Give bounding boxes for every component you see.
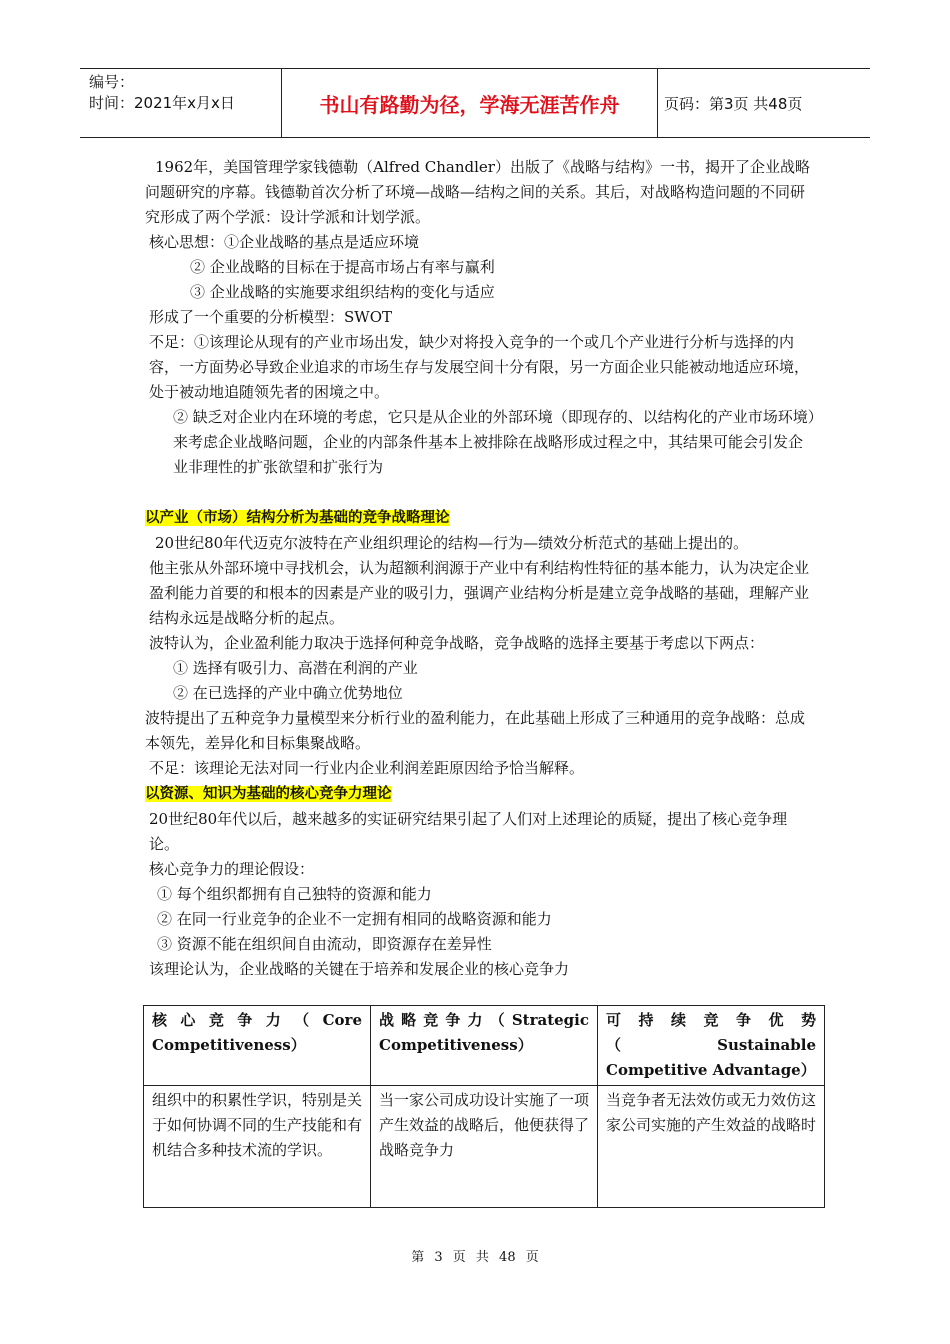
paragraph-porter-view: 波特认为，企业盈利能力取决于选择何种竞争战略，竞争战略的选择主要基于考虑以下两点： [149,634,765,652]
header-meta [80,69,282,137]
paragraph-conclusion: 该理论认为，企业战略的关键在于培养和发展企业的核心竞争力 [149,960,570,978]
assumption-item-2: ② 在同一行业竞争的企业不一定拥有相同的战略资源和能力 [157,910,552,928]
highlighted-heading-1: 以产业（市场）结构分析为基础的竞争战略理论 [145,510,450,526]
table-header-cell: 可持续竞争优势（Sustainable Competitive Advantage） [598,1006,825,1086]
assumption-item-3: ③ 资源不能在组织间自由流动，即资源存在差异性 [157,935,492,953]
highlighted-heading-2: 以资源、知识为基础的核心竞争力理论 [145,786,392,802]
assumption-title: 核心竞争力的理论假设： [149,860,315,878]
paragraph-core-theory: 20世纪80年代以后，越来越多的实证研究结果引起了人们对上述理论的质疑，提出了核心竞争理论。 [149,810,788,853]
document-body [145,155,817,982]
page-header [80,68,870,138]
porter-point-2: ② 在已选择的产业中确立优势地位 [173,684,403,702]
assumption-item-1: ① 每个组织都拥有自己独特的资源和能力 [157,885,432,903]
table-row [144,1086,825,1208]
paragraph-five-forces: 波特提出了五种竞争力量模型来分析行业的盈利能力，在此基础上形成了三种通用的竞争战略：总成本领先，差异化和目标集聚战略。 [145,709,806,752]
table-cell: 当一家公司成功设计实施了一项产生效益的战略后，他便获得了战略竞争力 [371,1086,598,1208]
header-page-number: 页码：第3页 共48页 [664,94,803,113]
table-header-cell: 核心竞争力（Core Competitiveness） [144,1006,371,1086]
paragraph-chandler: 1962年，美国管理学家钱德勒（Alfred Chandler）出版了《战略与结构》一书，揭开了企业战略问题研究的序幕。钱德勒首次分析了环境—战略—结构之间的关系。其后，对战略构造问题的不同研究形成了两个学派：设计学派和计划学派。 [145,158,810,226]
shortcoming-paragraph-2: ② 缺乏对企业内在环境的考虑，它只是从企业的外部环境（即现存的、以结构化的产业市场环境）来考虑企业战略问题，企业的内部条件基本上被排除在战略形成过程之中，其结果可能会引发企业非理性的扩张欲望和扩张行为 [173,408,816,476]
table-cell: 组织中的积累性学识，特别是关于如何协调不同的生产技能和有机结合多种技术流的学识。 [144,1086,371,1208]
shortcoming-line-3: 不足：该理论无法对同一行业内企业利润差距原因给予恰当解释。 [149,759,585,777]
competitiveness-table [143,1005,825,1208]
core-idea-line-3: ③ 企业战略的实施要求组织结构的变化与适应 [190,283,495,301]
document-date-label: 时间：2021年x月x日 [89,94,235,112]
header-motto: 书山有路勤为径，学海无涯苦作舟 [282,69,658,137]
shortcoming-paragraph-1: 不足：①该理论从现有的产业市场出发，缺少对将投入竞争的一个或几个产业进行分析与选择的内容，一方面势必导致企业追求的市场生存与发展空间十分有限，另一方面企业只能被动地适应环境，处于被动地追随领先者的困境之中。 [149,333,810,401]
paragraph-external-environment: 他主张从外部环境中寻找机会，认为超额利润源于产业中有利结构性特征的基本能力，认为决定企业盈利能力首要的和根本的因素是产业的吸引力，强调产业结构分析是建立竞争战略的基础，理解产业结构永远是战略分析的起点。 [149,559,810,627]
page-footer: 第 3 页 共 48 页 [411,1250,539,1265]
paragraph-porter-origin: 20世纪80年代迈克尔波特在产业组织理论的结构—行为—绩效分析范式的基础上提出的。 [155,534,749,552]
blank-line [145,480,817,505]
section-heading-competitive-strategy [145,505,817,531]
table-cell: 当竞争者无法效仿或无力效仿这家公司实施的产生效益的战略时 [598,1086,825,1208]
core-idea-line-2: ② 企业战略的目标在于提高市场占有率与赢利 [190,258,495,276]
table-header-cell: 战略竞争力（Strategic Competitiveness） [371,1006,598,1086]
document-number-label: 编号： [89,73,135,91]
swot-line: 形成了一个重要的分析模型：SWOT [149,308,392,326]
porter-point-1: ① 选择有吸引力、高潜在利润的产业 [173,659,418,677]
table-header-row [144,1006,825,1086]
section-heading-core-competence [145,781,817,807]
core-idea-line-1: 核心思想：①企业战略的基点是适应环境 [149,233,420,251]
